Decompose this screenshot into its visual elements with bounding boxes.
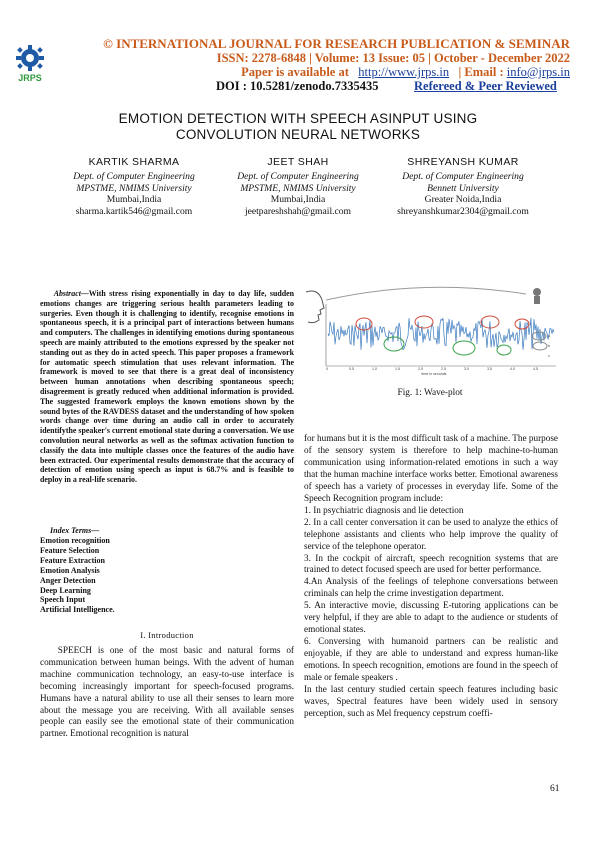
x-tick-label: 2.5 bbox=[441, 367, 446, 371]
index-terms-heading: Index Terms— bbox=[50, 526, 100, 535]
body-paragraph: for humans but it is the most difficult task of a machine. The purpose of the sensory system is therefore to help machine-to-human communication using information-related emotions in such a way that the human machine interface works better. Emotional awareness of speech has a variety of processes in everyday life. Some of the Speech Recognition program include: bbox=[304, 433, 558, 503]
body-paragraph: In the last century studied certain speech features including basic waves, Spectral features have been widely used in sensory perception, such as Mel frequency cepstrum coeffi- bbox=[304, 684, 558, 718]
author-dept: Dept. of Computer Engineering bbox=[402, 170, 524, 182]
journal-url-link[interactable]: http://www.jrps.in bbox=[358, 65, 450, 79]
segment-highlight bbox=[453, 341, 475, 355]
abstract-text: —With stress rising exponentially in day to day life, sudden emotions changes are triggering serious health parameters leading to surgeries. Even though it is challenging to identify, recognise emotions in spontaneous speech, it is a principal part of interactions between humans and computers. The challenges in identifying emotions during spontaneous speech are mainly attributed to the emotions expressed by the speaker not standing out as they do in acted speech. This paper proposes a framework for automatic speech stimulation that uses relevant information. The framework is moved to see that there is a great deal of inconsistency between human annotations when describing spontaneous speech; disagreement is greatly reduced when additional information is provided. The suggested framework employs the known emotions shown by the sound bytes of the RAVDESS dataset and the understanding of how spoken words change over time during an audio call in order to accurately identifythe speaker's current emotional state during a conversation. We use convolution neural networks as well as the softmax activation function to classify the data into multiple classes once the features of the audio have been extracted. Our experimental results demonstrate that the accuracy of detection of emotion using speech as input is 68.7% and is feasible to deploy in a real-life scenario. bbox=[40, 289, 295, 485]
issn-line: ISSN: 2278-6848 | Volume: 13 Issue: 05 | October - December 2022 bbox=[216, 51, 570, 65]
body-paragraph: 3. In the cockpit of aircraft, speech recognition systems that are trained to detect focused speech are used for better performance. bbox=[304, 552, 558, 575]
figure-caption: Fig. 1: Wave-plot bbox=[397, 388, 463, 398]
x-tick-label: 4.0 bbox=[510, 367, 515, 371]
author-name: KARTIK SHARMA bbox=[88, 156, 180, 168]
x-tick-label: 1.0 bbox=[372, 367, 377, 371]
abstract bbox=[40, 289, 294, 485]
legend-label: b bbox=[548, 344, 550, 348]
legend-label: c bbox=[548, 354, 550, 358]
index-term: Artificial Intelligence. bbox=[40, 605, 115, 615]
author-location: Mumbai,India bbox=[270, 194, 326, 206]
index-terms-list bbox=[40, 536, 115, 615]
segment-highlight bbox=[384, 337, 404, 351]
index-term: Anger Detection bbox=[40, 575, 96, 585]
paper-available-label: Paper is available at bbox=[241, 65, 349, 79]
jrps-logo bbox=[12, 44, 48, 84]
title-line-2: CONVOLUTION NEURAL NETWORKS bbox=[175, 127, 421, 142]
wave-plot-figure bbox=[304, 284, 559, 376]
x-axis-label: time in seconds bbox=[421, 372, 447, 376]
paper-title bbox=[60, 111, 536, 143]
author-email[interactable]: sharma.kartik546@gmail.com bbox=[75, 206, 193, 218]
availability-line bbox=[60, 65, 570, 80]
page-number: 61 bbox=[550, 784, 560, 794]
doi: DOI : 10.5281/zenodo.7335435 bbox=[216, 79, 379, 93]
legend-label: a bbox=[548, 334, 550, 338]
index-term: Emotion Analysis bbox=[40, 565, 100, 575]
segment-highlight bbox=[533, 342, 547, 350]
index-term: Speech Input bbox=[40, 595, 86, 605]
body-paragraph: 4.An Analysis of the feelings of telephone conversations between criminals can help the crime investigation department. bbox=[304, 576, 558, 599]
x-tick-label: 4.5 bbox=[533, 367, 538, 371]
waveform-line bbox=[328, 318, 554, 350]
body-paragraph: 6. Conversing with humanoid partners can be realistic and enjoyable, if they are able to understand and express human-like emotions. In speech recognition, emotions are found in the speech of male or female speakers . bbox=[304, 636, 558, 683]
journal-name: © INTERNATIONAL JOURNAL FOR RESEARCH PUBLICATION & SEMINAR bbox=[103, 36, 570, 51]
author-dept: Dept. of Computer Engineering bbox=[73, 170, 195, 182]
x-tick-label: 0.5 bbox=[349, 367, 354, 371]
body-paragraph: 5. An interactive movie, discussing E-tutoring applications can be very helpful, if they are able to adapt to the audience or students of emotional states. bbox=[304, 600, 558, 635]
author-block bbox=[208, 157, 388, 218]
author-inst: Bennett University bbox=[427, 182, 499, 194]
author-dept: Dept. of Computer Engineering bbox=[237, 170, 359, 182]
body-paragraph: 2. In a call center conversation it can be used to analyze the ethics of telephone assistants and clients who help improve the quality of service of the telephone operator. bbox=[304, 516, 558, 551]
speaker-head-icon bbox=[306, 291, 324, 323]
right-column-text bbox=[304, 433, 558, 720]
author-name: SHREYANSH KUMAR bbox=[407, 156, 519, 168]
speech-arrow bbox=[326, 287, 526, 300]
listener-icon bbox=[533, 288, 541, 304]
author-block bbox=[373, 157, 553, 218]
index-term: Feature Selection bbox=[40, 545, 100, 555]
email-link[interactable]: info@jrps.in bbox=[506, 65, 570, 79]
body-paragraph: 1. In psychiatric diagnosis and lie detection bbox=[304, 504, 464, 515]
author-name: JEET SHAH bbox=[267, 156, 329, 168]
title-line-1: EMOTION DETECTION WITH SPEECH ASINPUT USING bbox=[118, 111, 478, 126]
x-tick-label: 2.0 bbox=[418, 367, 423, 371]
author-inst: MPSTME, NMIMS University bbox=[240, 182, 356, 194]
x-tick-label: 1.5 bbox=[395, 367, 400, 371]
author-email[interactable]: shreyanshkumar2304@gmail.com bbox=[397, 206, 529, 218]
author-inst: MPSTME, NMIMS University bbox=[76, 182, 192, 194]
logo-text: JRPS bbox=[18, 73, 42, 83]
refereed-link[interactable]: Refereed & Peer Reviewed bbox=[414, 79, 557, 93]
section-heading: I. Introduction bbox=[140, 630, 194, 640]
author-location: Greater Noida,India bbox=[424, 194, 502, 206]
author-location: Mumbai,India bbox=[106, 194, 162, 206]
abstract-label: Abstract bbox=[53, 289, 81, 298]
author-email[interactable]: jeetpareshshah@gmail.com bbox=[244, 206, 352, 218]
x-tick-label: 0 bbox=[326, 367, 328, 371]
x-tick-label: 3.5 bbox=[487, 367, 492, 371]
x-tick-label: 3.0 bbox=[464, 367, 469, 371]
author-block bbox=[44, 157, 224, 218]
email-label: | Email : bbox=[458, 65, 504, 79]
intro-text: SPEECH is one of the most basic and natural forms of communication between human beings. With the advent of human machine communication technology, an easy-to-use interface is becoming increasingly important for speech-focused programs. Humans have a natural ability to use all their senses to learn more about the message you are receiving. With all available senses people can easily see the emotional state of their communication partner. Emotional recognition is natural bbox=[40, 645, 294, 739]
intro-paragraph bbox=[40, 645, 294, 740]
doi-line bbox=[216, 79, 557, 94]
index-term: Deep Learning bbox=[40, 585, 91, 595]
index-term: Emotion recognition bbox=[40, 536, 110, 545]
segment-highlight bbox=[497, 345, 511, 355]
index-term: Feature Extraction bbox=[40, 555, 105, 565]
